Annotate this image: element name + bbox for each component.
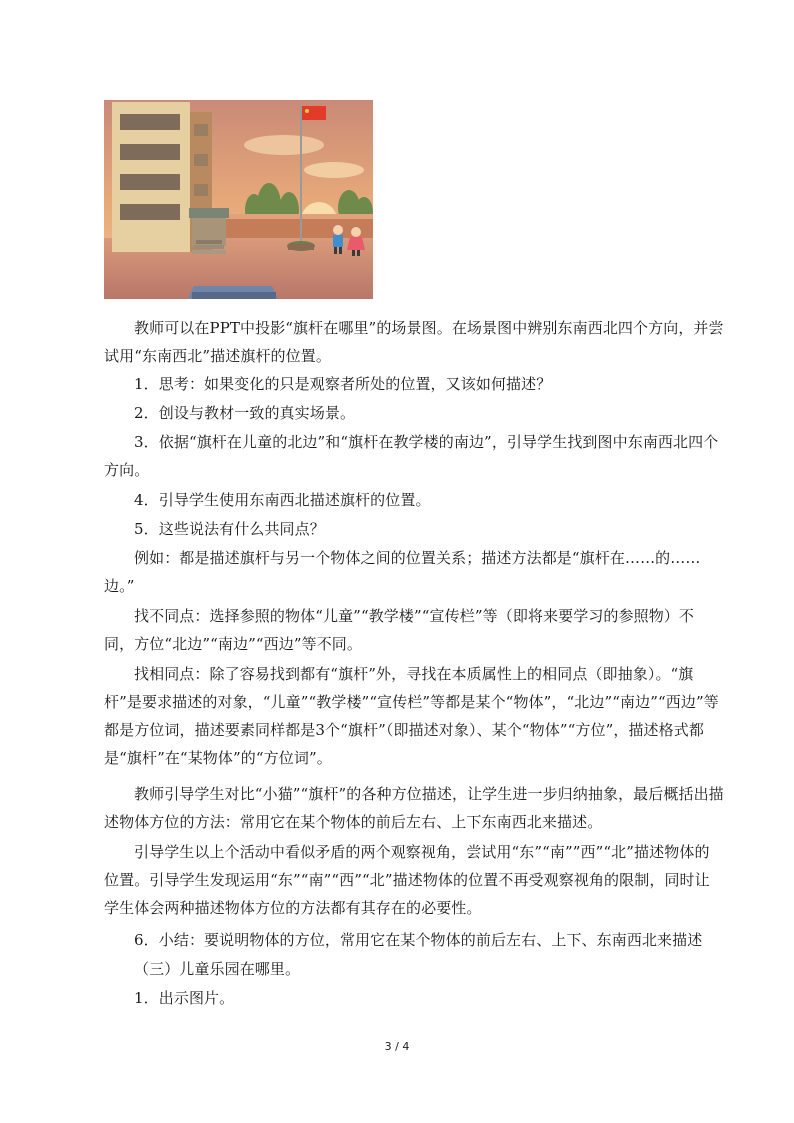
paragraph-similarities: 找相同点：除了容易找到都有“旗杆”外，寻找在本质属性上的相同点（即抽象）。“旗杆”是要求描述的对象，“儿童”“教学楼”“宣传栏”等都是某个“物体”，“北边”“南边”“西边”等都是方位词，描述要素同样都是3个“旗杆”（即描述对象）、某个“物体”“方位”，描述格式都是“旗杆”在“某物体”的“方位词”。 [104, 665, 719, 767]
list-item-show-picture: 1．出示图片。 [134, 989, 235, 1007]
page-number: 3 / 4 [384, 1040, 410, 1053]
flagpole-scene-illustration [104, 100, 373, 299]
list-item-2: 2．创设与教材一致的真实场景。 [134, 404, 356, 422]
paragraph-teacher-guidance: 教师引导学生对比“小猫”“旗杆”的各种方位描述，让学生进一步归纳抽象，最后概括出描述物体方位的方法：常用它在某个物体的前后左右、上下东南西北来描述。 [104, 785, 724, 831]
paragraph-viewpoints: 引导学生以上个活动中看似矛盾的两个观察视角，尝试用“东”“南””西”“北”描述物体的位置。引导学生发现运用“东”“南”“西”“北”描述物体的位置不再受观察视角的限制，同时让学生体会两种描述物体方位的方法都有其存在的必要性。 [104, 843, 710, 917]
section-heading-3: （三）儿童乐园在哪里。 [134, 960, 301, 978]
paragraph-intro: 教师可以在PPT中投影“旗杆在哪里”的场景图。在场景图中辨别东南西北四个方向，并尝试用“东南西北”描述旗杆的位置。 [104, 319, 724, 365]
list-item-6-summary: 6．小结：要说明物体的方位，常用它在某个物体的前后左右、上下、东南西北来描述 [134, 931, 703, 949]
paragraph-differences: 找不同点：选择参照的物体“儿童”“教学楼”“宣传栏”等（即将来要学习的参照物）不同，方位“北边”“南边”“西边”等不同。 [104, 607, 695, 653]
list-item-4: 4．引导学生使用东南西北描述旗杆的位置。 [134, 491, 431, 509]
list-item-5: 5．这些说法有什么共同点？ [134, 520, 325, 538]
list-item-1: 1．思考：如果变化的只是观察者所处的位置，又该如何描述？ [134, 375, 552, 393]
list-item-3: 3．依据“旗杆在儿童的北边”和“旗杆在教学楼的南边”，引导学生找到图中东南西北四个方向。 [104, 433, 719, 479]
paragraph-example: 例如：都是描述旗杆与另一个物体之间的位置关系；描述方法都是“旗杆在……的……边。” [104, 549, 701, 595]
